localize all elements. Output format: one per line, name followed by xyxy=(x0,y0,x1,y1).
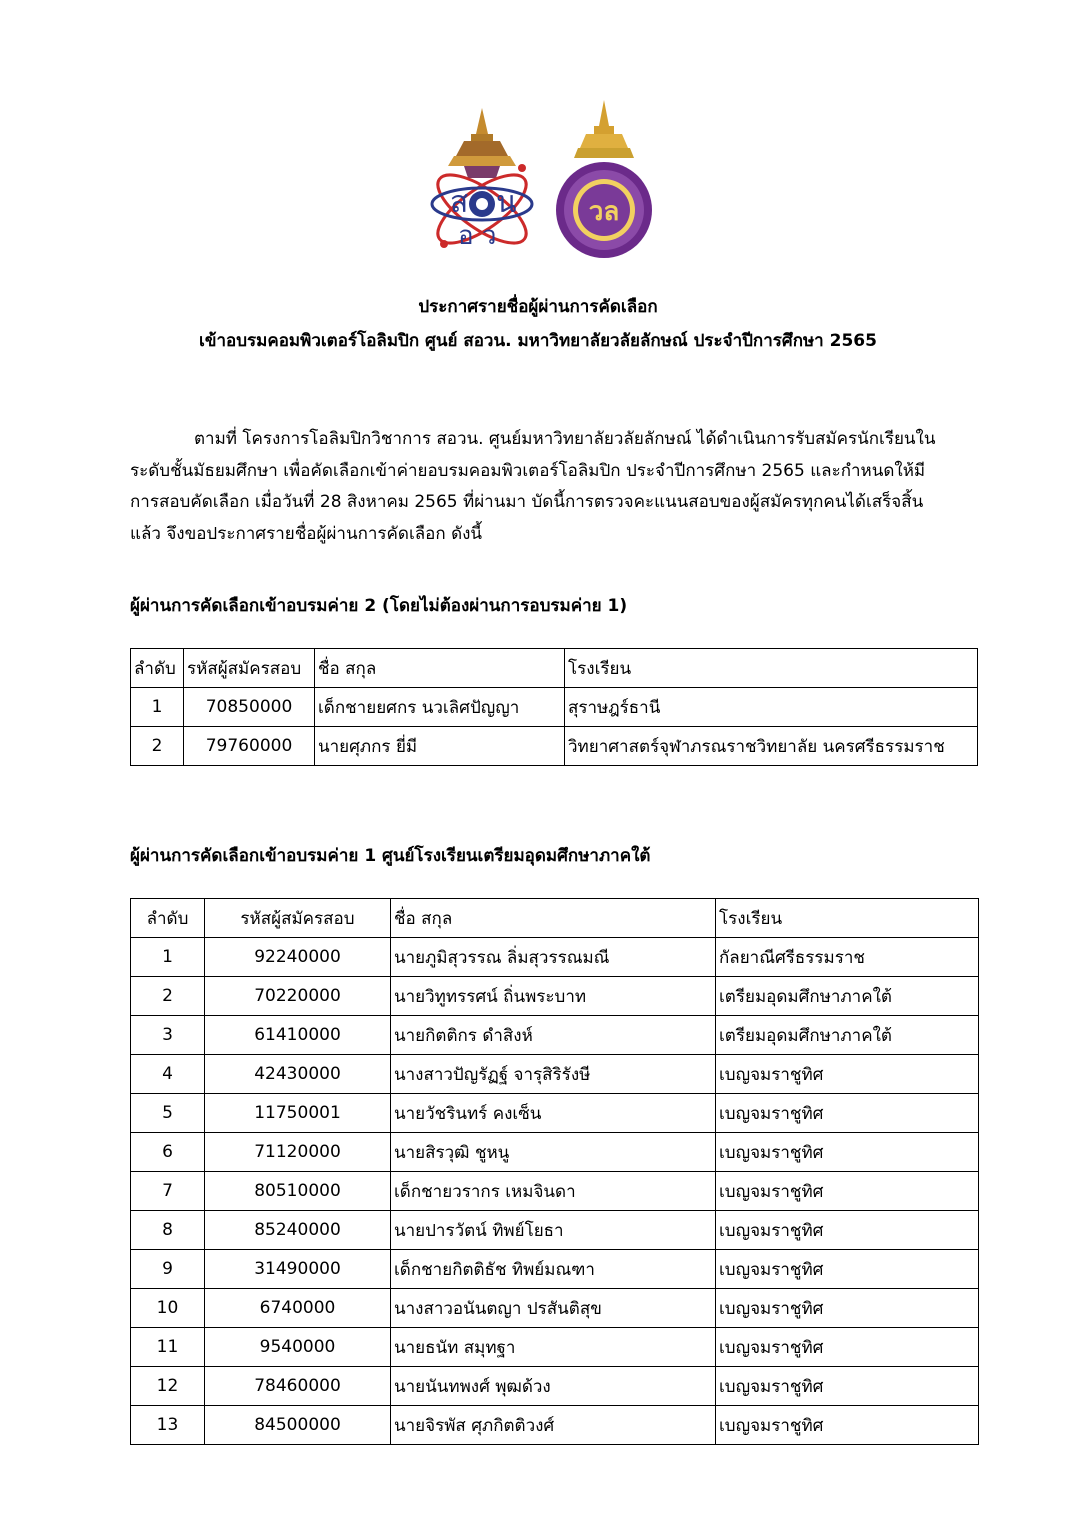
table-cell: นางสาวปัญรัฏฐ์ จารุสิริรังษี xyxy=(391,1055,716,1094)
table-cell: 79760000 xyxy=(184,727,315,766)
table-header-cell: ลำดับ xyxy=(131,649,184,688)
table-cell: 70850000 xyxy=(184,688,315,727)
section1-heading: ผู้ผ่านการคัดเลือกเข้าอบรมค่าย 2 (โดยไม่ต้องผ่านการอบรมค่าย 1) xyxy=(130,596,628,616)
table-cell: เบญจมราชูทิศ xyxy=(716,1367,979,1406)
table-header-cell: รหัสผู้สมัครสอบ xyxy=(184,649,315,688)
table-cell: 4 xyxy=(131,1055,205,1094)
posn-logo xyxy=(424,104,540,264)
table-cell: 8 xyxy=(131,1211,205,1250)
table-header-row xyxy=(131,649,978,688)
table-row xyxy=(131,1016,979,1055)
table-cell: นางสาวอนันตญา ปรสันติสุข xyxy=(391,1289,716,1328)
table-header-row xyxy=(131,899,979,938)
posn-letter-mid: น xyxy=(496,185,517,220)
table-row xyxy=(131,727,978,766)
table-cell: 6740000 xyxy=(205,1289,391,1328)
table-cell: เบญจมราชูทิศ xyxy=(716,1055,979,1094)
table-cell: 2 xyxy=(131,977,205,1016)
section2-table xyxy=(130,898,979,1445)
table-cell: นายภูมิสุวรรณ ลิ่มสุวรรณมณี xyxy=(391,938,716,977)
table-cell: 78460000 xyxy=(205,1367,391,1406)
table-cell: 80510000 xyxy=(205,1172,391,1211)
table-cell: 85240000 xyxy=(205,1211,391,1250)
table-cell: เตรียมอุดมศึกษาภาคใต้ xyxy=(716,1016,979,1055)
table-cell: 3 xyxy=(131,1016,205,1055)
table-cell: เบญจมราชูทิศ xyxy=(716,1133,979,1172)
table-cell: 11750001 xyxy=(205,1094,391,1133)
table-row xyxy=(131,938,979,977)
table-header-cell: ชื่อ สกุล xyxy=(315,649,565,688)
table-cell: 2 xyxy=(131,727,184,766)
table-cell: นายธนัท สมุทฐา xyxy=(391,1328,716,1367)
table-cell: 9540000 xyxy=(205,1328,391,1367)
walailak-monogram: วล xyxy=(588,197,620,227)
table-cell: 92240000 xyxy=(205,938,391,977)
table-cell: 42430000 xyxy=(205,1055,391,1094)
table-cell: 31490000 xyxy=(205,1250,391,1289)
intro-paragraph xyxy=(130,424,950,550)
table-row xyxy=(131,1406,979,1445)
table-cell: นายกิตติกร ดำสิงห์ xyxy=(391,1016,716,1055)
section2-table-body xyxy=(131,899,979,1445)
section2-heading: ผู้ผ่านการคัดเลือกเข้าอบรมค่าย 1 ศูนย์โรงเรียนเตรียมอุดมศึกษาภาคใต้ xyxy=(130,846,651,866)
table-header-cell: ลำดับ xyxy=(131,899,205,938)
table-row xyxy=(131,688,978,727)
table-cell: นายสิรวุฒิ ชูหนู xyxy=(391,1133,716,1172)
posn-letter-bottom: อ ว xyxy=(458,221,497,251)
table-cell: 5 xyxy=(131,1094,205,1133)
table-row xyxy=(131,1211,979,1250)
section1-table xyxy=(130,648,978,766)
walailak-university-logo xyxy=(552,98,656,266)
table-header-cell: โรงเรียน xyxy=(716,899,979,938)
table-cell: เตรียมอุดมศึกษาภาคใต้ xyxy=(716,977,979,1016)
intro-text: ตามที่ โครงการโอลิมปิกวิชาการ สอวน. ศูนย์มหาวิทยาลัยวลัยลักษณ์ ได้ดำเนินการรับสมัครนักเรียนในระดับชั้นมัธยมศึกษา เพื่อคัดเลือกเข้าค่ายอบรมคอมพิวเตอร์โอลิมปิก ประจำปีการศึกษา 2565 และกำหนดให้มีการสอบคัดเลือก เมื่อวันที่ 28 สิงหาคม 2565 ที่ผ่านมา บัดนี้การตรวจคะแนนสอบของผู้สมัครทุกคนได้เสร็จสิ้นแล้ว จึงขอประกาศรายชื่อผู้ผ่านการคัดเลือก ดังนี้ xyxy=(130,429,936,544)
table-cell: 9 xyxy=(131,1250,205,1289)
table-cell: 6 xyxy=(131,1133,205,1172)
table-cell: นายนันทพงศ์ พุฒด้วง xyxy=(391,1367,716,1406)
table-row xyxy=(131,1328,979,1367)
table-row xyxy=(131,1172,979,1211)
table-cell: เด็กชายวรากร เหมจินดา xyxy=(391,1172,716,1211)
table-cell: 11 xyxy=(131,1328,205,1367)
table-cell: กัลยาณีศรีธรรมราช xyxy=(716,938,979,977)
table-row xyxy=(131,1367,979,1406)
table-cell: เบญจมราชูทิศ xyxy=(716,1172,979,1211)
table-cell: 70220000 xyxy=(205,977,391,1016)
table-cell: เด็กชายยศกร นวเลิศปัญญา xyxy=(315,688,565,727)
table-cell: นายวัชรินทร์ คงเซ็น xyxy=(391,1094,716,1133)
table-cell: นายศุภกร ยี่มี xyxy=(315,727,565,766)
logos-area xyxy=(0,98,1076,268)
table-cell: 61410000 xyxy=(205,1016,391,1055)
page-title-line2: เข้าอบรมคอมพิวเตอร์โอลิมปิก ศูนย์ สอวน. มหาวิทยาลัยวลัยลักษณ์ ประจำปีการศึกษา 2565 xyxy=(199,331,877,351)
posn-letter-top: ส xyxy=(450,185,469,220)
table-cell: เบญจมราชูทิศ xyxy=(716,1328,979,1367)
table-cell: 1 xyxy=(131,938,205,977)
table-cell: เด็กชายกิตติธัช ทิพย์มณฑา xyxy=(391,1250,716,1289)
table-row xyxy=(131,1133,979,1172)
table-row xyxy=(131,1094,979,1133)
table-cell: เบญจมราชูทิศ xyxy=(716,1289,979,1328)
table-row xyxy=(131,1055,979,1094)
table-cell: สุราษฎร์ธานี xyxy=(565,688,978,727)
table-cell: 71120000 xyxy=(205,1133,391,1172)
table-header-cell: โรงเรียน xyxy=(565,649,978,688)
table-cell: 7 xyxy=(131,1172,205,1211)
section1-table-body xyxy=(131,649,978,766)
table-row xyxy=(131,1250,979,1289)
table-row xyxy=(131,1289,979,1328)
table-cell: นายจิรพัส ศุภกิตติวงศ์ xyxy=(391,1406,716,1445)
table-header-cell: ชื่อ สกุล xyxy=(391,899,716,938)
table-cell: 10 xyxy=(131,1289,205,1328)
table-cell: เบญจมราชูทิศ xyxy=(716,1211,979,1250)
table-cell: นายปารวัตน์ ทิพย์โยธา xyxy=(391,1211,716,1250)
table-header-cell: รหัสผู้สมัครสอบ xyxy=(205,899,391,938)
page-title-line1: ประกาศรายชื่อผู้ผ่านการคัดเลือก xyxy=(418,297,658,317)
table-cell: วิทยาศาสตร์จุฬาภรณราชวิทยาลัย นครศรีธรรมราช xyxy=(565,727,978,766)
table-cell: เบญจมราชูทิศ xyxy=(716,1094,979,1133)
table-cell: 13 xyxy=(131,1406,205,1445)
table-cell: 84500000 xyxy=(205,1406,391,1445)
table-cell: นายวิทูทรรศน์ ถิ่นพระบาท xyxy=(391,977,716,1016)
table-cell: เบญจมราชูทิศ xyxy=(716,1406,979,1445)
table-cell: 12 xyxy=(131,1367,205,1406)
table-cell: เบญจมราชูทิศ xyxy=(716,1250,979,1289)
table-row xyxy=(131,977,979,1016)
table-cell: 1 xyxy=(131,688,184,727)
